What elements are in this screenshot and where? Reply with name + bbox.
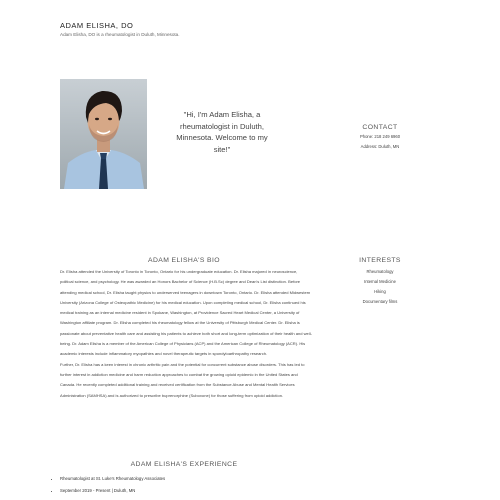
experience-list	[52, 473, 165, 497]
list-item: • September 2019 - Present | Duluth, MN	[60, 485, 165, 497]
interest-item: Hiking	[374, 289, 386, 294]
interest-item: Internal Medicine	[364, 279, 396, 284]
experience-heading: ADAM ELISHA'S EXPERIENCE	[130, 461, 238, 468]
profile-photo	[60, 79, 147, 189]
interest-item: Documentary films	[362, 299, 398, 304]
list-item: • Rheumatologist at St. Luke's Rheumatology Associates	[60, 473, 165, 485]
site-title[interactable]: ADAM ELISHA, DO	[60, 21, 134, 30]
site-tagline: Adam Elisha, DO is a rheumatologist in Duluth, Minnesota.	[60, 32, 180, 37]
bio-paragraph: Further, Dr. Elisha has a keen interest in chronic arthritic pain and the potential for concurrent substance abuse disorders. This has led to further interest in addiction medicine and harm reduction approaches to combat the growing opioid epidemic in the United States and Canada. He recently completed additional training and received certification from the Substance Abuse and Mental Health Services Administration (SAMHSA) and is authorized to prescribe buprenorphine (Suboxone) for those suffering from opioid addiction.	[60, 361, 305, 398]
bio-paragraph: Dr. Elisha attended the University of Toronto in Toronto, Ontario for his undergraduate education. Dr. Elisha majored in neuroscience, political science, and psychology. He was awarded an Honors Bachelor of Science (H.B.Sc) degree and Dean's List distinction. Before attending medical school, Dr. Elisha taught physics to underserved teenagers in downtown Toronto, Ontario. Dr. Elisha attended Midwestern University (Arizona College of Osteopathic Medicine) for his medical education. Upon completing medical school, Dr. Elisha continued his medical training as an internal medicine resident in Spokane, Washington, at Providence Sacred Heart Medical Center, a University of Washington affiliate program. Dr. Elisha completed his rheumatology fellow at the University of Pittsburgh Medical Center. Dr. Elisha is passionate about preventative health care and assisting his patients to achieve both short and long-term optimization of their health and well-being. Dr. Adam Elisha is a member of the American College of Physicians (ACP) and the American College of Rheumatology (ACR). His academic interests include inflammatory myopathies and novel therapeutic targets in spondyloarthropathy research.	[60, 269, 312, 357]
interest-item: Rheumatology	[366, 269, 394, 274]
contact-address: Address: Duluth, MN	[360, 144, 400, 149]
bio-text	[60, 267, 312, 401]
bio-heading: ADAM ELISHA'S BIO	[148, 257, 220, 264]
contact-heading: CONTACT	[362, 124, 398, 131]
contact-phone[interactable]: Phone: 218 249 6960	[359, 134, 401, 139]
interests-heading: INTERESTS	[359, 257, 401, 264]
welcome-quote: "Hi, I'm Adam Elisha, a rheumatologist in Duluth, Minnesota. Welcome to my site!"	[176, 110, 268, 154]
